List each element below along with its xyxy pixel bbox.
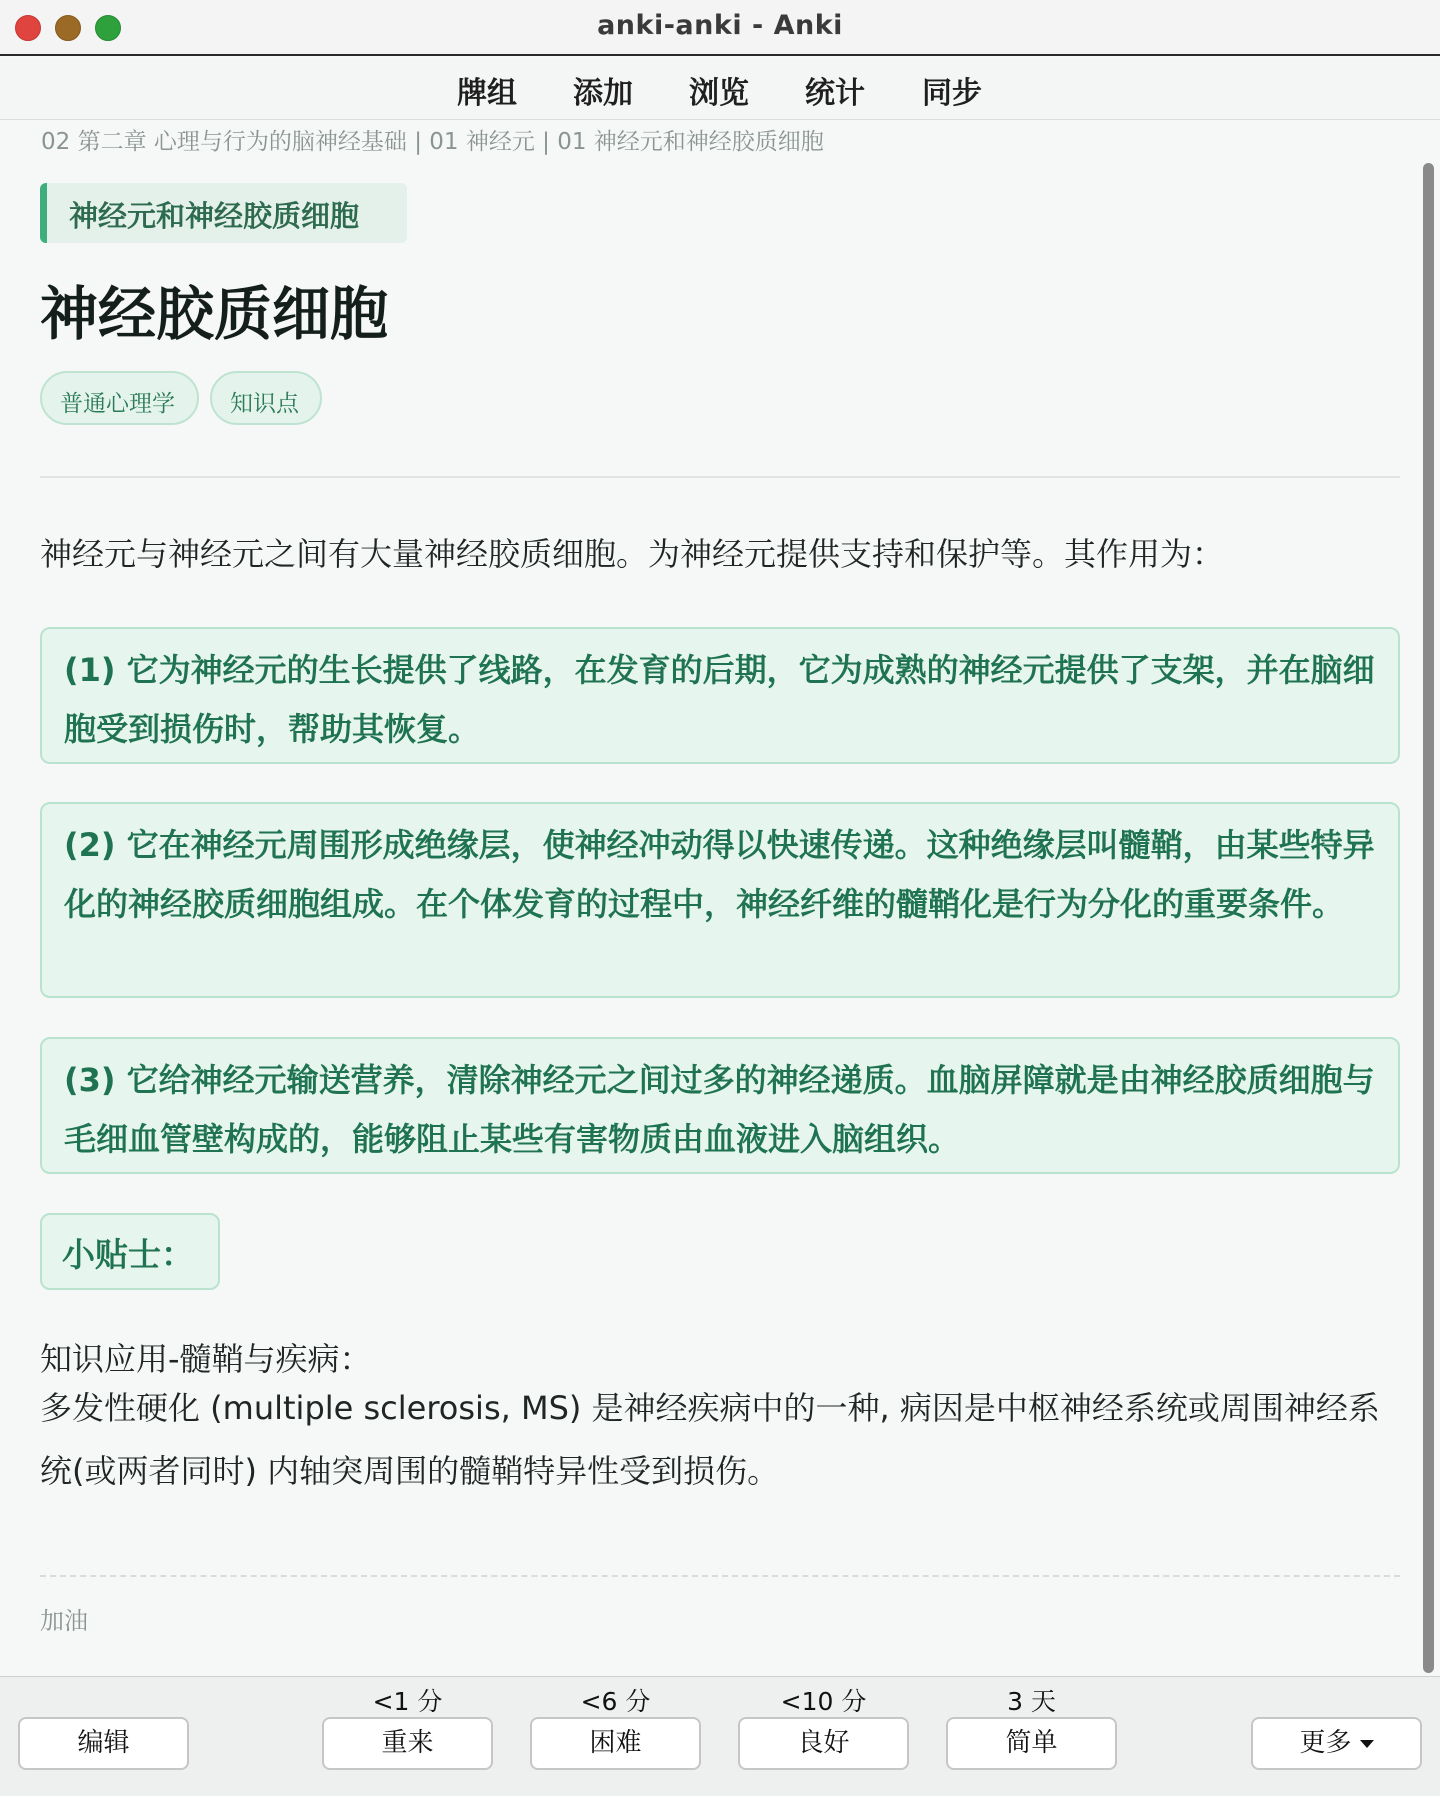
dashed-divider <box>40 1575 1400 1577</box>
more-label: 更多 <box>1299 1728 1352 1758</box>
title-bar <box>0 0 1440 56</box>
point-text: 它给神经元输送营养，清除神经元之间过多的神经递质。血脑屏障就是由神经胶质细胞与毛细血管壁构成的，能够阻止某些有害物质由血液进入脑组织。 <box>64 1061 1375 1158</box>
point-number: (3) <box>64 1061 116 1099</box>
caret-down-icon <box>1360 1740 1374 1748</box>
point-number: (1) <box>64 651 116 689</box>
tag-general-psychology[interactable]: 普通心理学 <box>40 371 199 425</box>
nav-add[interactable]: 添加 <box>573 76 633 111</box>
tip-heading: 知识应用-髓鞘与疾病： <box>40 1340 372 1378</box>
point-number: (2) <box>64 826 116 864</box>
breadcrumb: 02 第二章 心理与行为的脑神经基础 | 01 神经元 | 01 神经元和神经胶质细胞 <box>41 129 824 155</box>
point-box <box>40 802 1400 998</box>
tip-label: 小贴士： <box>40 1213 220 1290</box>
intro-text: 神经元与神经元之间有大量神经胶质细胞。为神经元提供支持和保护等。其作用为： <box>40 535 1225 573</box>
easy-button[interactable]: 简单 <box>946 1717 1117 1770</box>
due-good: <10 分 <box>780 1687 867 1716</box>
footer-note: 加油 <box>40 1607 88 1635</box>
window-title: anki-anki - Anki <box>597 10 843 41</box>
point-text: 它在神经元周围形成绝缘层，使神经冲动得以快速传递。这种绝缘层叫髓鞘，由某些特异化的神经胶质细胞组成。在个体发育的过程中，神经纤维的髓鞘化是行为分化的重要条件。 <box>64 826 1375 923</box>
nav-decks[interactable]: 牌组 <box>457 76 517 111</box>
point-box <box>40 627 1400 764</box>
due-easy: 3 天 <box>1007 1687 1056 1716</box>
card-title: 神经胶质细胞 <box>40 280 389 348</box>
top-nav <box>0 58 1440 120</box>
nav-sync[interactable]: 同步 <box>922 76 982 111</box>
again-button[interactable]: 重来 <box>322 1717 493 1770</box>
answer-bar <box>0 1676 1440 1796</box>
due-hard: <6 分 <box>580 1687 651 1716</box>
nav-browse[interactable]: 浏览 <box>689 76 749 111</box>
point-box <box>40 1037 1400 1174</box>
card-content <box>0 121 1422 1676</box>
point-text: 它为神经元的生长提供了线路，在发育的后期，它为成熟的神经元提供了支架，并在脑细胞受到损伤时，帮助其恢复。 <box>64 651 1375 748</box>
due-again: <1 分 <box>372 1687 443 1716</box>
tip-body: 多发性硬化 (multiple sclerosis, MS) 是神经疾病中的一种, 病因是中枢神经系统或周围神经系统(或两者同时) 内轴突周围的髓鞘特异性受到损伤。 <box>40 1389 1380 1490</box>
tag-knowledge-point[interactable]: 知识点 <box>210 371 322 425</box>
more-button[interactable] <box>1251 1717 1422 1770</box>
good-button[interactable]: 良好 <box>738 1717 909 1770</box>
edit-button[interactable]: 编辑 <box>18 1717 189 1770</box>
vertical-scrollbar[interactable] <box>1423 163 1434 1673</box>
deck-chip: 神经元和神经胶质细胞 <box>40 183 407 243</box>
divider <box>40 476 1400 478</box>
nav-stats[interactable]: 统计 <box>805 76 865 111</box>
hard-button[interactable]: 困难 <box>530 1717 701 1770</box>
